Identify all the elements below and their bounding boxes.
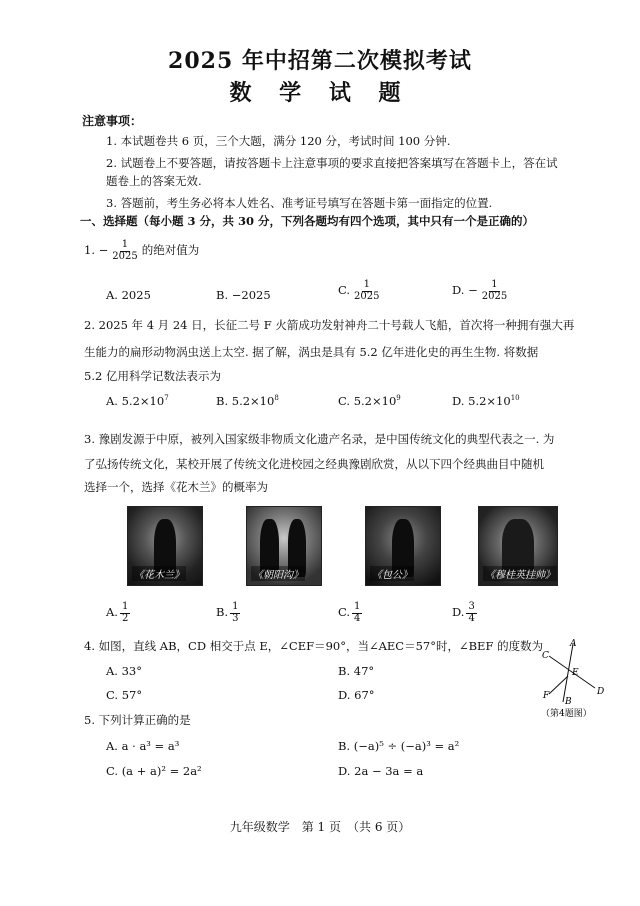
q5-option-a: A. a · a³ = a³ <box>106 739 180 753</box>
q2-line-3: 5.2 亿用科学记数法表示为 <box>84 369 221 383</box>
exam-subtitle: 数 学 试 题 <box>229 80 411 106</box>
q3-line-3: 选择一个，选择《花木兰》的概率为 <box>84 480 268 494</box>
q2-line-2: 生能力的扁形动物涡虫送上太空. 据了解，涡虫是具有 5.2 亿年进化史的再生生物. 将数据 <box>84 345 539 359</box>
q3-option-a: A. $\frac{1}{2}$ <box>106 601 129 624</box>
label-f: F <box>543 691 550 701</box>
page-footer: 九年级数学 第 1 页 （共 6 页） <box>229 820 411 834</box>
label-b: B <box>565 697 572 707</box>
label-a: A <box>570 639 577 649</box>
q3-option-b: B. $\frac{1}{3}$ <box>216 601 239 624</box>
q4-option-a: A. 33° <box>106 664 142 678</box>
q5-stem: 5. 下列计算正确的是 <box>84 713 191 727</box>
q1-option-c: C. $\frac{1}{2025}$ <box>338 279 380 302</box>
figure-caption: （第4题图） <box>541 709 592 719</box>
note-item-3: 3. 答题前，考生务必将本人姓名、准考证号填写在答题卡第一面指定的位置. <box>106 196 493 210</box>
q3-option-c: C. $\frac{1}{4}$ <box>338 601 361 624</box>
q4-geometry-figure <box>535 636 615 720</box>
exam-title: 2025 年中招第二次模拟考试 <box>168 48 472 74</box>
section1-heading: 一、选择题（每小题 3 分，共 30 分，下列各题均有四个选项，其中只有一个是正确的） <box>80 214 535 228</box>
label-e: E <box>572 668 579 678</box>
opera-image-4: 《穆桂英挂帅》 <box>478 506 558 586</box>
label-c: C <box>542 651 549 661</box>
notes-heading: 注意事项： <box>82 114 143 128</box>
q1-stem: 1. − $\frac{1}{2025}$ 的绝对值为 <box>84 239 200 262</box>
q1-option-a: A. 2025 <box>106 288 151 302</box>
q2-option-c: C. $5.2\times 10^9$ <box>338 393 401 408</box>
q2-option-b: B. $5.2\times 10^8$ <box>216 393 279 408</box>
opera-image-3: 《包公》 <box>365 506 441 586</box>
q4-stem: 4. 如图，直线 AB，CD 相交于点 E，∠CEF＝90°，当∠AEC＝57°时，∠BEF 的度数为 <box>84 639 544 653</box>
note-item-1: 1. 本试题卷共 6 页，三个大题，满分 120 分，考试时间 100 分钟. <box>106 134 451 148</box>
q5-option-b: B. (−a)⁵ ÷ (−a)³ = a² <box>338 739 460 753</box>
q4-option-d: D. 67° <box>338 688 375 702</box>
q2-option-d: D. $5.2\times 10^{10}$ <box>452 393 520 408</box>
q1-option-b: B. −2025 <box>216 288 271 302</box>
label-d: D <box>597 687 605 697</box>
q4-option-c: C. 57° <box>106 688 143 702</box>
q3-line-2: 了弘扬传统文化，某校开展了传统文化进校园之经典豫剧欣赏，从以下四个经典曲目中随机 <box>84 457 544 471</box>
q4-option-b: B. 47° <box>338 664 375 678</box>
opera-image-2: 《朝阳沟》 <box>246 506 322 586</box>
q5-option-c: C. (a + a)² = 2a² <box>106 764 202 778</box>
q1-fraction: $\frac{1}{2025}$ <box>112 239 138 262</box>
q2-line-1: 2. 2025 年 4 月 24 日，长征二号 F 火箭成功发射神舟二十号载人飞船，首次将一种拥有强大再 <box>84 318 575 332</box>
q3-option-d: D. $\frac{3}{4}$ <box>452 601 475 624</box>
opera-image-1: 《花木兰》 <box>127 506 203 586</box>
note-item-2: 2. 试题卷上不要答题，请按答题卡上注意事项的要求直接把答案填写在答题卡上，答在试 <box>106 156 558 170</box>
note-item-2-cont: 题卷上的答案无效. <box>106 174 202 188</box>
q2-option-a: A. $5.2\times 10^7$ <box>106 393 169 408</box>
q5-option-d: D. 2a − 3a = a <box>338 764 424 778</box>
q1-option-d: D. − $\frac{1}{2025}$ <box>452 279 508 302</box>
q3-line-1: 3. 豫剧发源于中原，被列入国家级非物质文化遗产名录，是中国传统文化的典型代表之一. 为 <box>84 432 555 446</box>
